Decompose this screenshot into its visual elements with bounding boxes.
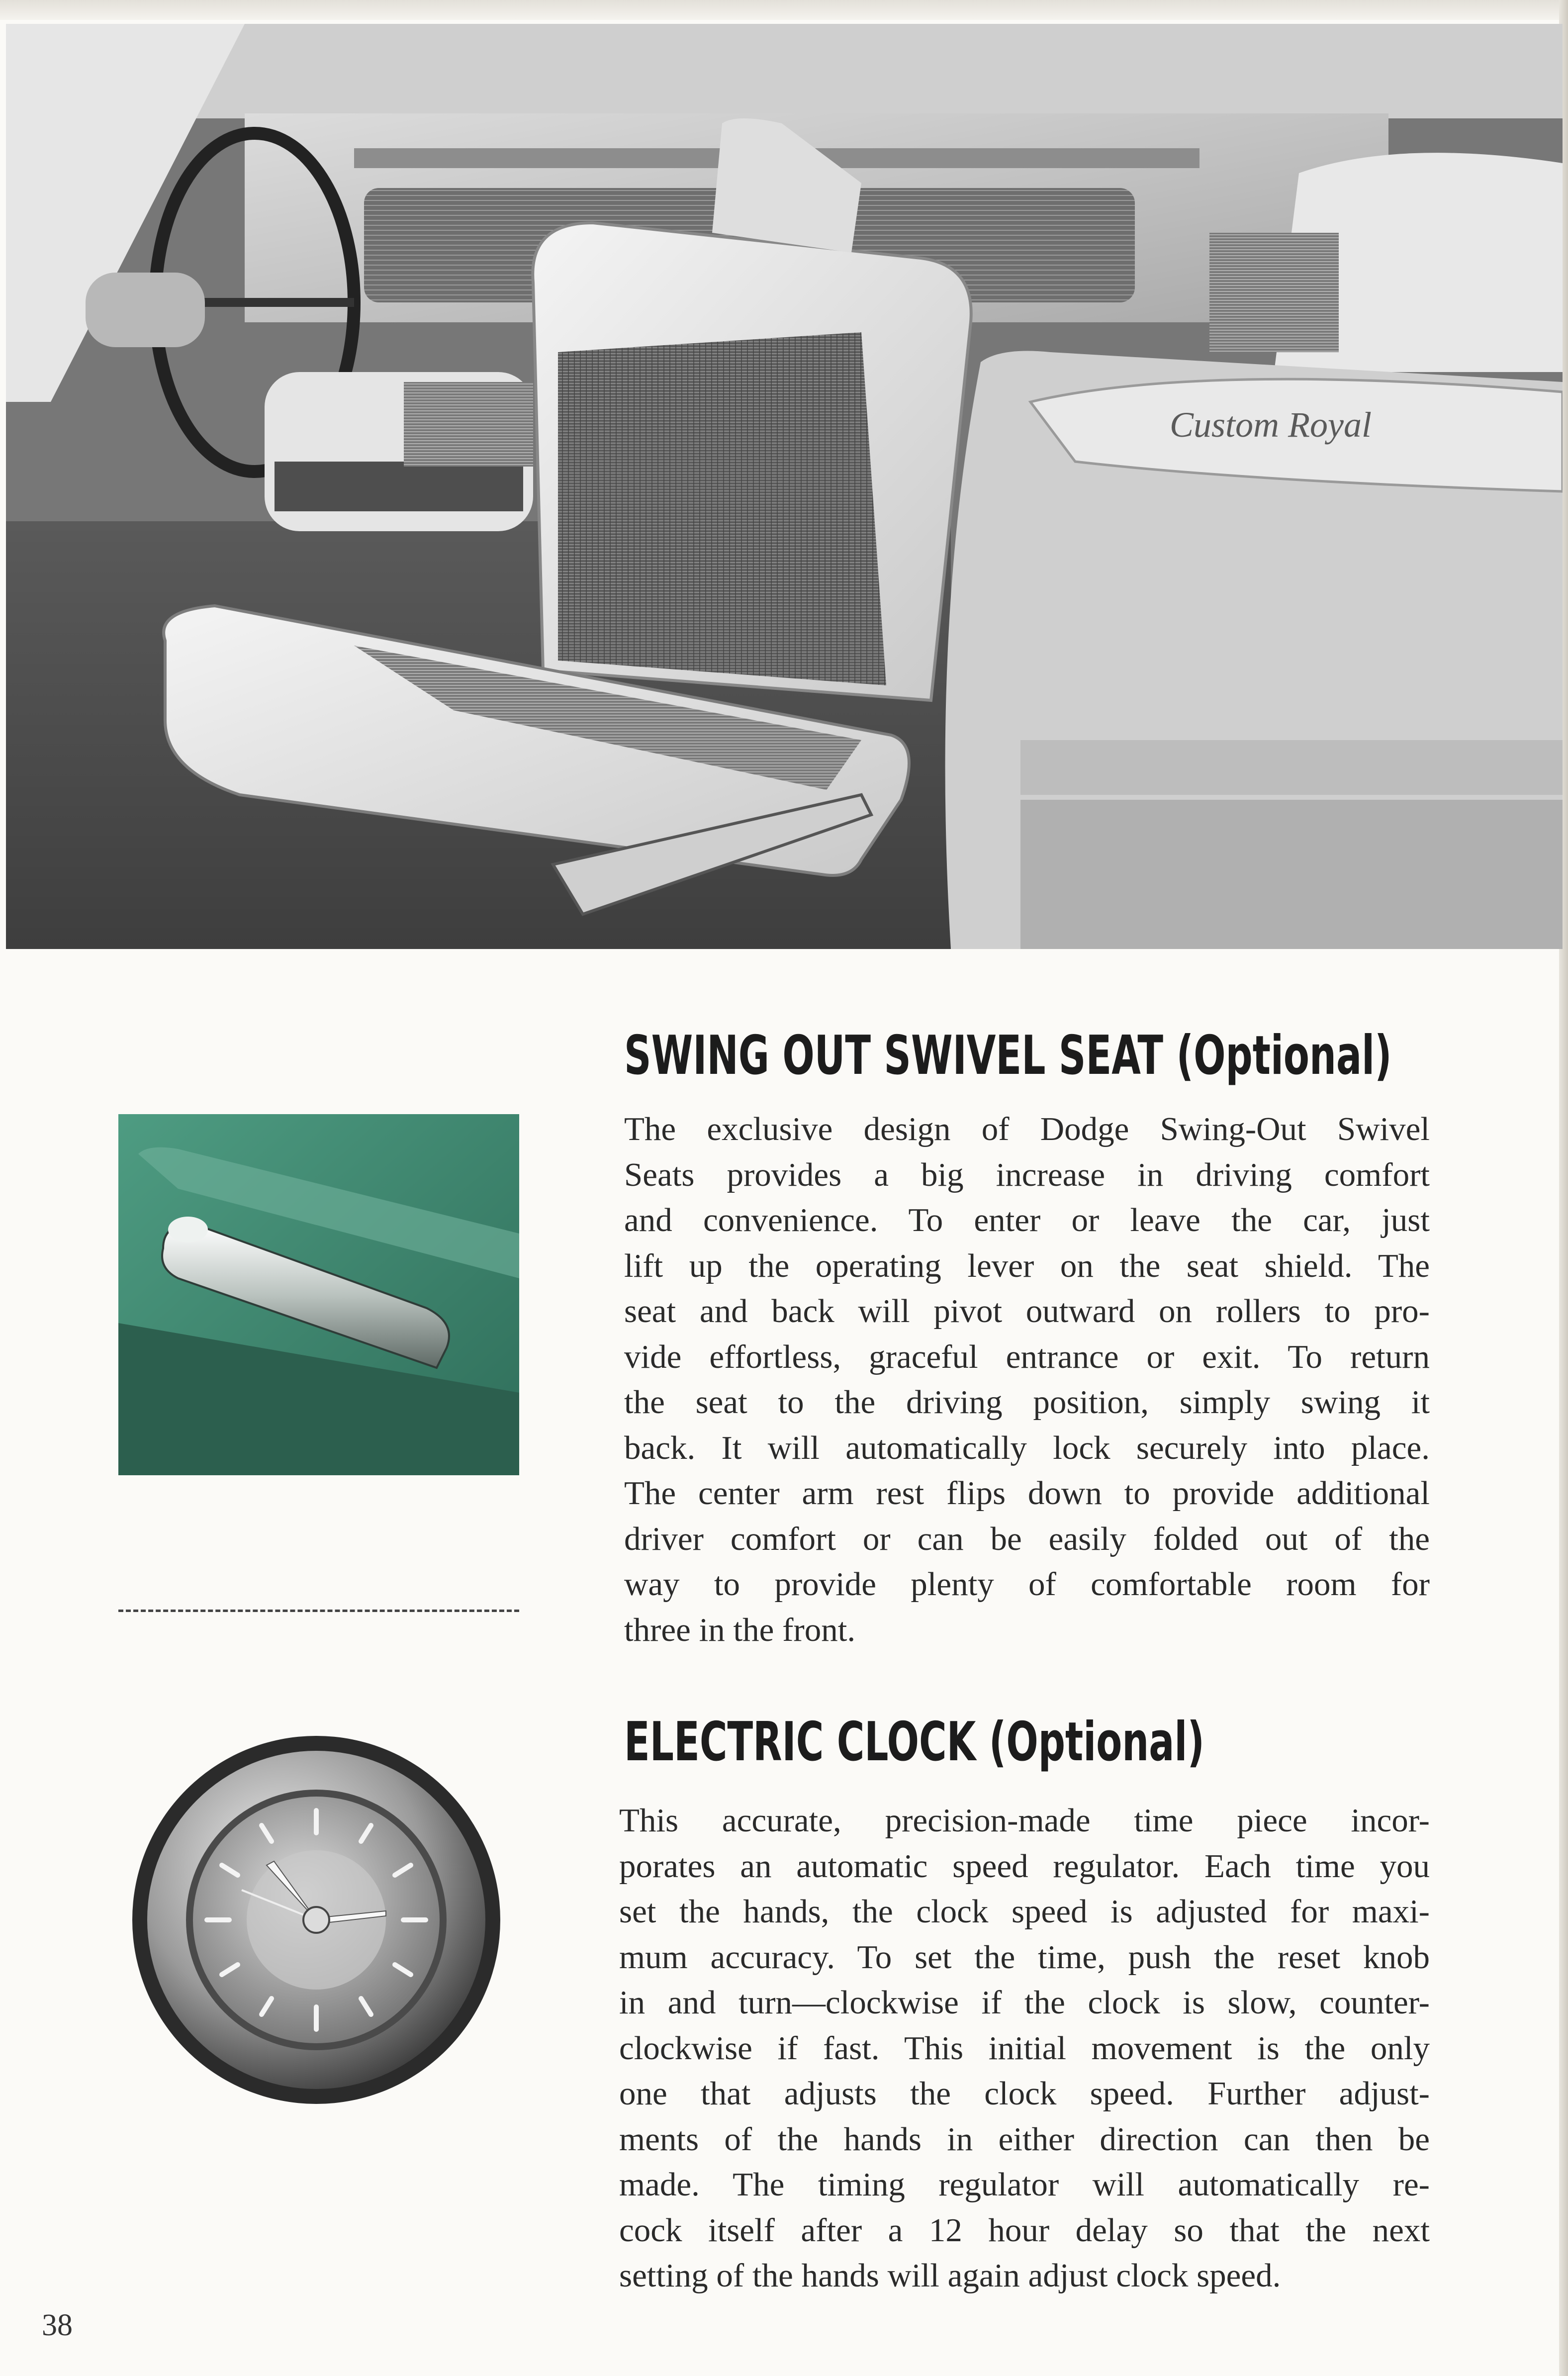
- text-line: in and turn—clockwise if the clock is slow, counter-: [619, 1984, 1430, 2021]
- heading-optional-note: (Optional): [1176, 1025, 1392, 1087]
- clock-illustration: [127, 1731, 505, 2109]
- heading-optional-note: (Optional): [989, 1711, 1204, 1773]
- heading-text: ELECTRIC CLOCK: [624, 1711, 976, 1773]
- text-line: three in the front.: [624, 1611, 856, 1648]
- text-line: The exclusive design of Dodge Swing-Out Swivel: [624, 1111, 1430, 1147]
- electric-clock-description: [619, 1798, 1430, 2299]
- text-line: way to provide plenty of comfortable room for: [624, 1566, 1430, 1603]
- text-line: lift up the operating lever on the seat shield. The: [624, 1247, 1430, 1284]
- section-heading-swivel-seat: [624, 1025, 1392, 1087]
- text-line: Seats provides a big increase in driving comfort: [624, 1156, 1430, 1193]
- text-line: cock itself after a 12 hour delay so that the next: [619, 2211, 1430, 2249]
- operating-lever-photo: [118, 1114, 519, 1475]
- text-line: clockwise if fast. This initial movement is the only: [619, 2029, 1430, 2067]
- text-line: setting of the hands will again adjust clock speed.: [619, 2257, 1281, 2294]
- custom-royal-badge: Custom Royal: [1170, 405, 1372, 445]
- swivel-seat-illustration: [6, 24, 1563, 949]
- text-line: mum accuracy. To set the time, push the reset knob: [619, 1938, 1430, 1976]
- text-line: vide effortless, graceful entrance or exit. To return: [624, 1338, 1430, 1375]
- section-heading-electric-clock: [624, 1711, 1204, 1773]
- text-line: back. It will automatically lock securely into place.: [624, 1429, 1430, 1466]
- text-line: This accurate, precision-made time piece incor-: [619, 1802, 1430, 1839]
- text-line: set the hands, the clock speed is adjusted for maxi-: [619, 1893, 1430, 1930]
- text-line: ments of the hands in either direction can then be: [619, 2120, 1430, 2158]
- page-number: 38: [42, 2308, 73, 2342]
- text-line: and convenience. To enter or leave the car, just: [624, 1202, 1430, 1238]
- text-line: driver comfort or can be easily folded out of the: [624, 1520, 1430, 1557]
- text-line: The center arm rest flips down to provide additional: [624, 1475, 1430, 1512]
- operating-lever-illustration: [118, 1114, 519, 1475]
- heading-text: SWING OUT SWIVEL SEAT: [624, 1025, 1164, 1087]
- text-line: porates an automatic speed regulator. Each time you: [619, 1847, 1430, 1885]
- text-line: the seat to the driving position, simply swing it: [624, 1384, 1430, 1421]
- text-line: seat and back will pivot outward on rollers to pro-: [624, 1293, 1430, 1330]
- page-top-edge: [0, 0, 1568, 20]
- text-line: one that adjusts the clock speed. Further adjust-: [619, 2075, 1430, 2112]
- swivel-seat-description: [624, 1107, 1430, 1653]
- dashed-divider: [118, 1610, 519, 1612]
- swivel-seat-photo: [6, 24, 1563, 949]
- text-line: made. The timing regulator will automatically re-: [619, 2166, 1430, 2203]
- electric-clock-photo: [127, 1731, 505, 2109]
